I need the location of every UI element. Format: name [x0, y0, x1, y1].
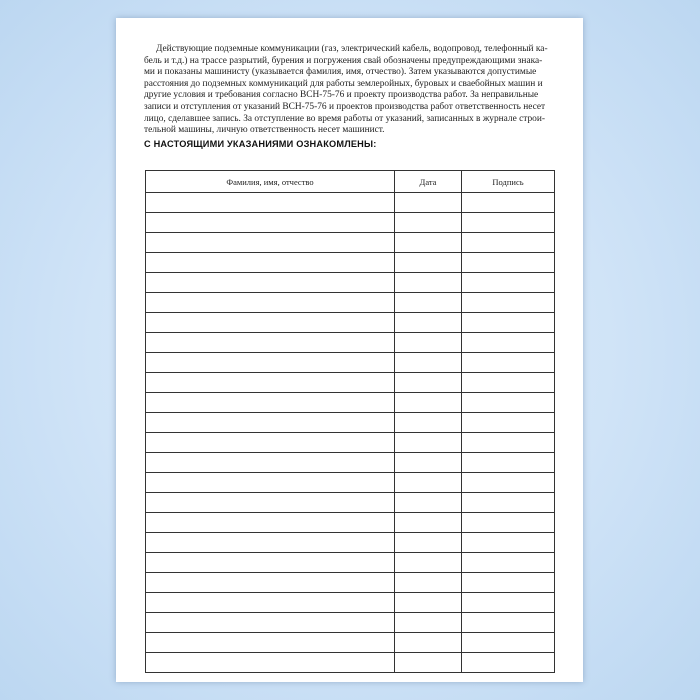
cell-signature[interactable]	[462, 453, 555, 473]
cell-name[interactable]	[146, 193, 395, 213]
table-row	[146, 653, 555, 673]
table-row	[146, 213, 555, 233]
cell-date[interactable]	[395, 233, 462, 253]
table-row	[146, 533, 555, 553]
cell-name[interactable]	[146, 593, 395, 613]
cell-signature[interactable]	[462, 533, 555, 553]
cell-signature[interactable]	[462, 473, 555, 493]
table-row	[146, 633, 555, 653]
table-row	[146, 293, 555, 313]
column-header-date: Дата	[395, 171, 462, 193]
cell-date[interactable]	[395, 493, 462, 513]
table-row	[146, 333, 555, 353]
cell-signature[interactable]	[462, 253, 555, 273]
cell-date[interactable]	[395, 293, 462, 313]
cell-name[interactable]	[146, 313, 395, 333]
cell-name[interactable]	[146, 633, 395, 653]
cell-name[interactable]	[146, 253, 395, 273]
table-row	[146, 413, 555, 433]
cell-name[interactable]	[146, 333, 395, 353]
cell-name[interactable]	[146, 393, 395, 413]
cell-date[interactable]	[395, 653, 462, 673]
paragraph-line: другие условия и требования согласно ВСН-75-76 и проекту производства работ. За неправильные	[144, 90, 539, 101]
table-row	[146, 433, 555, 453]
cell-name[interactable]	[146, 353, 395, 373]
paragraph-line: лицо, сделавшее запись. За отступление во время работы от указаний, записанных в журнале строи-	[144, 113, 546, 124]
table-row	[146, 193, 555, 213]
instructions-paragraph	[144, 44, 554, 137]
table-row	[146, 453, 555, 473]
cell-date[interactable]	[395, 633, 462, 653]
cell-name[interactable]	[146, 433, 395, 453]
paragraph-line: тельной машины, личную ответственность несет машинист.	[144, 125, 385, 136]
cell-name[interactable]	[146, 273, 395, 293]
column-header-signature: Подпись	[462, 171, 555, 193]
cell-signature[interactable]	[462, 553, 555, 573]
table-row	[146, 473, 555, 493]
table-row	[146, 513, 555, 533]
table-row	[146, 273, 555, 293]
paragraph-line: записи и отступления от указаний ВСН-75-76 и проектов производства работ ответственность несет	[144, 101, 546, 112]
cell-date[interactable]	[395, 213, 462, 233]
cell-name[interactable]	[146, 473, 395, 493]
cell-date[interactable]	[395, 613, 462, 633]
cell-signature[interactable]	[462, 293, 555, 313]
table-row	[146, 373, 555, 393]
cell-date[interactable]	[395, 513, 462, 533]
cell-signature[interactable]	[462, 373, 555, 393]
cell-signature[interactable]	[462, 353, 555, 373]
table-header-row	[146, 171, 555, 193]
table-row	[146, 313, 555, 333]
cell-name[interactable]	[146, 533, 395, 553]
cell-name[interactable]	[146, 553, 395, 573]
cell-name[interactable]	[146, 573, 395, 593]
cell-date[interactable]	[395, 413, 462, 433]
cell-name[interactable]	[146, 413, 395, 433]
cell-name[interactable]	[146, 493, 395, 513]
cell-date[interactable]	[395, 533, 462, 553]
cell-signature[interactable]	[462, 493, 555, 513]
paragraph-line: расстояния до подземных коммуникаций для работы землеройных, буровых и сваебойных машин и	[144, 78, 543, 89]
cell-signature[interactable]	[462, 393, 555, 413]
cell-date[interactable]	[395, 593, 462, 613]
cell-date[interactable]	[395, 573, 462, 593]
paragraph-line: Действующие подземные коммуникации (газ, электрический кабель, водопровод, телефонный ка-	[156, 44, 548, 54]
table-row	[146, 393, 555, 413]
cell-date[interactable]	[395, 393, 462, 413]
paragraph-line: ми и показаны машинисту (указывается фамилия, имя, отчество). Затем указываются допустимые	[144, 67, 537, 78]
cell-date[interactable]	[395, 193, 462, 213]
cell-date[interactable]	[395, 433, 462, 453]
cell-date[interactable]	[395, 273, 462, 293]
paragraph-line: бель и т.д.) на трассе разрытий, бурения и погружения свай обозначены предупреждающими знака-	[144, 55, 543, 66]
table-row	[146, 353, 555, 373]
table-row	[146, 233, 555, 253]
cell-name[interactable]	[146, 233, 395, 253]
cell-signature[interactable]	[462, 633, 555, 653]
cell-date[interactable]	[395, 373, 462, 393]
cell-signature[interactable]	[462, 233, 555, 253]
cell-signature[interactable]	[462, 193, 555, 213]
cell-name[interactable]	[146, 453, 395, 473]
cell-date[interactable]	[395, 453, 462, 473]
cell-date[interactable]	[395, 333, 462, 353]
cell-name[interactable]	[146, 213, 395, 233]
cell-signature[interactable]	[462, 433, 555, 453]
table-body	[146, 193, 555, 673]
cell-name[interactable]	[146, 653, 395, 673]
cell-name[interactable]	[146, 613, 395, 633]
cell-signature[interactable]	[462, 413, 555, 433]
cell-signature[interactable]	[462, 213, 555, 233]
document-page	[116, 18, 583, 682]
cell-date[interactable]	[395, 353, 462, 373]
cell-date[interactable]	[395, 313, 462, 333]
cell-signature[interactable]	[462, 613, 555, 633]
table-row	[146, 493, 555, 513]
cell-date[interactable]	[395, 473, 462, 493]
cell-signature[interactable]	[462, 273, 555, 293]
table-row	[146, 573, 555, 593]
table-row	[146, 613, 555, 633]
cell-name[interactable]	[146, 373, 395, 393]
cell-signature[interactable]	[462, 593, 555, 613]
cell-signature[interactable]	[462, 513, 555, 533]
acknowledgement-table	[145, 170, 555, 673]
table-row	[146, 553, 555, 573]
acknowledgement-heading: С НАСТОЯЩИМИ УКАЗАНИЯМИ ОЗНАКОМЛЕНЫ:	[144, 139, 377, 149]
cell-signature[interactable]	[462, 653, 555, 673]
cell-signature[interactable]	[462, 573, 555, 593]
cell-date[interactable]	[395, 553, 462, 573]
cell-name[interactable]	[146, 293, 395, 313]
cell-name[interactable]	[146, 513, 395, 533]
cell-date[interactable]	[395, 253, 462, 273]
cell-signature[interactable]	[462, 313, 555, 333]
column-header-name: Фамилия, имя, отчество	[146, 171, 395, 193]
table-row	[146, 253, 555, 273]
cell-signature[interactable]	[462, 333, 555, 353]
table-row	[146, 593, 555, 613]
